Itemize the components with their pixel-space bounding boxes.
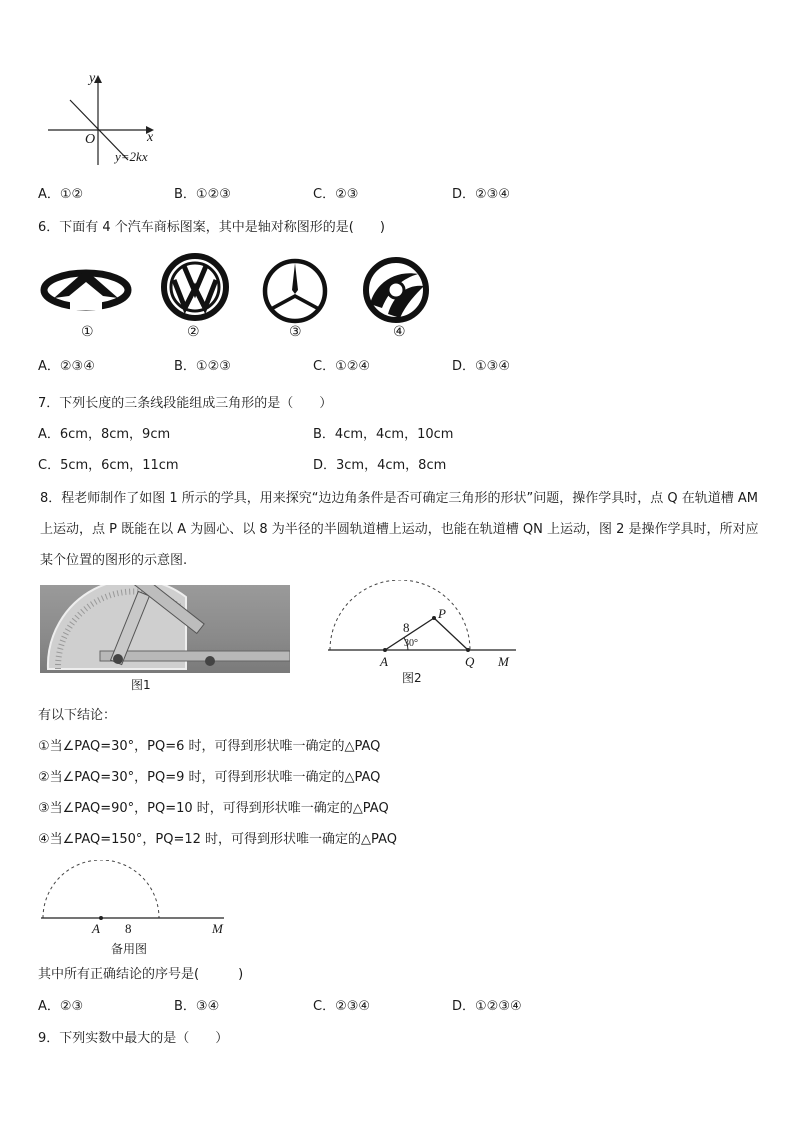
fig2-label-m: M	[498, 654, 509, 669]
q6-stem: 6．下面有 4 个汽车商标图案，其中是轴对称图形的是( )	[38, 220, 385, 235]
q8-option-a: A．②③	[38, 999, 84, 1014]
q6-option-d: D．①③④	[452, 359, 510, 374]
y-axis-label: y	[89, 71, 96, 86]
q8-stem: 8．程老师制作了如图 1 所示的学具，用来探究“边边角条件是否可确定三角形的形状”问题，操作学具时，点 Q 在轨道槽 AM 上运动，点 P 既能在以 A 为圆心、以 8 为半径的半圆轨道槽上运动，也能在轨道槽 QN 上运动，图 2 是操作学具时，所对应某个位置的图形的示意图.	[40, 491, 759, 568]
q8-option-d: D．①②③④	[452, 999, 522, 1014]
q8-question: 其中所有正确结论的序号是( )	[38, 967, 244, 982]
q6-option-a: A．②③④	[38, 359, 95, 374]
q5-coordinate-graph	[40, 70, 170, 170]
origin-label: O	[85, 132, 96, 147]
figure-2-caption: 图2	[402, 671, 422, 685]
logo-3-mercedes-icon	[260, 256, 330, 326]
q8-option-c: C．②③④	[313, 999, 371, 1014]
q8-conclusion-3: ③当∠PAQ=90°，PQ=10 时，可得到形状唯一确定的△PAQ	[38, 801, 389, 816]
figure-2-diagram	[320, 580, 520, 670]
spare-label-a: A	[92, 921, 100, 936]
x-axis-label: x	[147, 130, 154, 145]
q8-intro: 有以下结论：	[38, 708, 117, 723]
q8-option-b: B．③④	[174, 999, 220, 1014]
logo-4-label: ④	[393, 324, 406, 340]
q7-option-c: C．5cm，6cm，11cm	[38, 458, 179, 473]
q8-conclusion-1: ①当∠PAQ=30°，PQ=6 时，可得到形状唯一确定的△PAQ	[38, 739, 381, 754]
logo-2-vw-icon	[160, 252, 230, 322]
q6-option-c: C．①②④	[313, 359, 371, 374]
logo-1-infiniti-icon	[40, 262, 132, 317]
q7-option-b: B．4cm，4cm，10cm	[313, 427, 454, 442]
logo-2-label: ②	[187, 324, 200, 340]
q5-option-a: A．①②	[38, 187, 84, 202]
line-label: y=2kx	[115, 149, 148, 164]
q9-stem: 9．下列实数中最大的是（ ）	[38, 1031, 229, 1046]
logo-1-label: ①	[81, 324, 94, 340]
q5-option-d: D．②③④	[452, 187, 510, 202]
fig2-label-q: Q	[465, 654, 475, 669]
q7-option-a: A．6cm，8cm，9cm	[38, 427, 171, 442]
spare-figure-caption: 备用图	[111, 942, 148, 956]
figure-1-photo	[40, 585, 290, 673]
q7-option-d: D．3cm，4cm，8cm	[313, 458, 447, 473]
fig2-label-len: 8	[403, 620, 410, 635]
logo-4-dongfeng-icon	[360, 256, 432, 324]
fig2-label-angle: 30°	[404, 638, 418, 649]
q8-conclusion-4: ④当∠PAQ=150°，PQ=12 时，可得到形状唯一确定的△PAQ	[38, 832, 397, 847]
logo-3-label: ③	[289, 324, 302, 340]
figure-1-caption: 图1	[131, 678, 151, 692]
spare-figure-diagram	[38, 860, 228, 925]
q8-conclusion-2: ②当∠PAQ=30°，PQ=9 时，可得到形状唯一确定的△PAQ	[38, 770, 381, 785]
spare-label-len: 8	[125, 921, 132, 936]
q5-option-b: B．①②③	[174, 187, 231, 202]
q5-option-c: C．②③	[313, 187, 359, 202]
q6-option-b: B．①②③	[174, 359, 231, 374]
fig2-label-p: P	[438, 606, 446, 621]
fig2-label-a: A	[380, 654, 388, 669]
spare-label-m: M	[212, 921, 223, 936]
q7-stem: 7．下列长度的三条线段能组成三角形的是（ ）	[38, 396, 333, 411]
